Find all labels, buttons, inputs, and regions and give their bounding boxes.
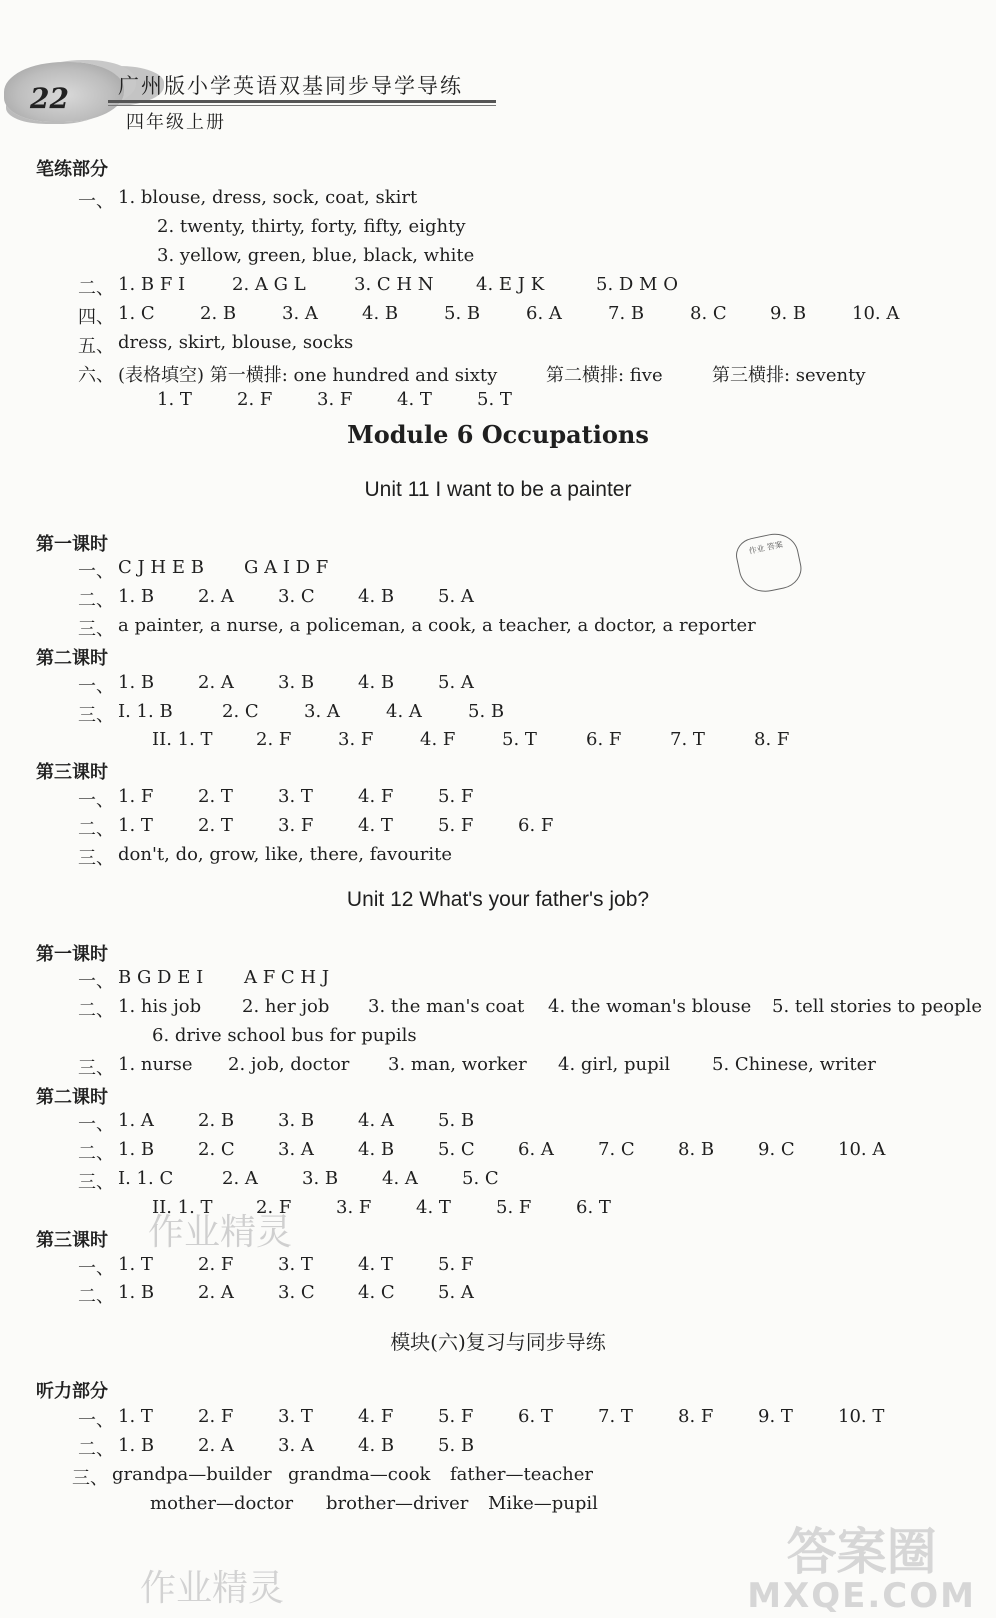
answer-item: 3. the man's coat (368, 996, 525, 1017)
answer-item: 10. A (838, 1139, 886, 1160)
answer-item: 1. B F I (118, 274, 186, 295)
section-label: 第一课时 (36, 534, 108, 555)
answer-item: 3. T (278, 786, 313, 807)
answer-line (117, 245, 990, 267)
answer-line (78, 844, 990, 870)
section-label: 笔练部分 (36, 159, 108, 180)
answer-item: 4. F (420, 729, 456, 750)
answer-item: 5. F (438, 786, 474, 807)
answer-item: 3. C H N (354, 274, 434, 295)
answer-item: 2. job, doctor (228, 1054, 350, 1075)
answer-item: 3. yellow, green, blue, black, white (157, 245, 475, 266)
stamp-icon: 作业 答案 (733, 529, 805, 597)
answer-item: 第三横排: seventy (712, 365, 866, 386)
answer-item: 1. nurse (118, 1054, 193, 1075)
answer-item: 5. B (444, 303, 481, 324)
answer-line (112, 1025, 990, 1047)
answer-line (110, 1493, 990, 1515)
answer-line (78, 274, 990, 300)
answer-item: B G D E I (118, 967, 204, 988)
section-label: 第三课时 (36, 762, 108, 783)
answer-item: A F C H J (244, 967, 330, 988)
grade-label: 四年级上册 (126, 112, 226, 133)
section-label: 第二课时 (36, 1087, 108, 1108)
answer-item: 4. B (358, 672, 395, 693)
answer-item: 2. T (198, 786, 233, 807)
answer-item: 3. B (278, 1110, 315, 1131)
answer-item: 8. F (678, 1406, 714, 1427)
answer-item: brother—driver (326, 1493, 469, 1514)
page-number: 22 (30, 82, 69, 115)
answer-item: 8. C (690, 303, 727, 324)
answer-item: 2. B (200, 303, 237, 324)
answer-line (78, 967, 990, 993)
answer-item: 6. T (518, 1406, 553, 1427)
answer-item: 4. B (362, 303, 399, 324)
question-number: 一、 (78, 561, 114, 582)
answer-item: 2. F (198, 1406, 234, 1427)
question-number: 一、 (78, 971, 114, 992)
answer-line (117, 216, 990, 238)
answer-item: a painter, a nurse, a policeman, a cook, a teacher, a doctor, a reporter (118, 615, 756, 636)
unit-12-heading: Unit 12 What's your father's job? (346, 888, 650, 911)
answer-item: 7. T (598, 1406, 633, 1427)
question-number: 一、 (78, 191, 114, 212)
answer-item: 3. T (278, 1254, 313, 1275)
answer-item: 3. F (338, 729, 374, 750)
answer-item: 3. A (278, 1435, 314, 1456)
answer-item: 6. F (586, 729, 622, 750)
answer-item: 4. B (358, 1139, 395, 1160)
answer-item: 2. A (198, 586, 234, 607)
answer-item: 2. C (222, 701, 259, 722)
answer-item: 5. B (468, 701, 505, 722)
answer-item: (表格填空) 第一横排: one hundred and sixty (118, 365, 498, 386)
answer-item: dress, skirt, blouse, socks (118, 332, 354, 353)
section-label: 听力部分 (36, 1381, 108, 1402)
answer-item: 3. A (278, 1139, 314, 1160)
answer-item: 3. C (278, 1282, 315, 1303)
question-number: 二、 (78, 1286, 114, 1307)
answer-line (78, 701, 990, 727)
answer-item: 1. T (118, 1406, 153, 1427)
answer-item: I. 1. C (118, 1168, 174, 1189)
section-label: 第二课时 (36, 648, 108, 669)
answer-item: 1. A (118, 1110, 154, 1131)
answer-line (78, 1406, 990, 1432)
module-heading: Module 6 Occupations (347, 420, 649, 449)
answer-item: 4. T (416, 1197, 451, 1218)
answer-item: 1. B (118, 586, 155, 607)
answer-item: 9. B (770, 303, 807, 324)
answer-item: 4. T (358, 1254, 393, 1275)
answer-item: 3. F (336, 1197, 372, 1218)
answer-item: 5. C (438, 1139, 475, 1160)
answer-item: 第二横排: five (546, 365, 663, 386)
faint-watermark-text-icon: 作业精灵 (148, 1212, 293, 1253)
question-number: 三、 (78, 848, 114, 869)
answer-item: 4. B (358, 1435, 395, 1456)
answer-item: 1. B (118, 1435, 155, 1456)
answer-item: 2. B (198, 1110, 235, 1131)
unit-11-heading: Unit 11 I want to be a painter (364, 478, 632, 501)
question-number: 一、 (78, 790, 114, 811)
answer-item: 4. girl, pupil (558, 1054, 671, 1075)
answer-item: 4. A (358, 1110, 394, 1131)
answer-line (78, 996, 990, 1022)
question-number: 一、 (78, 1258, 114, 1279)
question-number: 四、 (78, 307, 114, 328)
faint-watermark-text-icon: 作业精灵 (140, 1568, 285, 1609)
answer-item: 2. A (198, 1435, 234, 1456)
question-number: 三、 (78, 1172, 114, 1193)
answer-line (78, 1054, 990, 1080)
question-number: 三、 (78, 619, 114, 640)
answer-item: 5. F (438, 815, 474, 836)
answer-item: 9. C (758, 1139, 795, 1160)
answer-item: mother—doctor (150, 1493, 294, 1514)
answer-item: 7. T (670, 729, 705, 750)
answer-item: 5. D M O (596, 274, 678, 295)
answer-line (78, 361, 990, 387)
answer-item: 2. C (198, 1139, 235, 1160)
answer-item: 1. B (118, 1282, 155, 1303)
answer-item: 8. F (754, 729, 790, 750)
answer-item: 1. F (118, 786, 154, 807)
answer-item: 1. T (118, 815, 153, 836)
answer-item: 5. tell stories to people (772, 996, 983, 1017)
answer-item: 5. A (438, 586, 474, 607)
answer-item: grandpa—builder (112, 1464, 272, 1485)
answer-item: 5. F (438, 1406, 474, 1427)
answer-item: 2. T (198, 815, 233, 836)
section-label: 第三课时 (36, 1230, 108, 1251)
answer-item: 4. B (358, 586, 395, 607)
answer-item: 2. F (198, 1254, 234, 1275)
answer-item: Mike—pupil (488, 1493, 598, 1514)
question-number: 一、 (78, 676, 114, 697)
answer-item: 5. F (438, 1254, 474, 1275)
answer-line (72, 1464, 990, 1490)
answer-line (78, 1282, 990, 1308)
answer-item: father—teacher (450, 1464, 594, 1485)
answer-item: 6. drive school bus for pupils (152, 1025, 417, 1046)
question-number: 三、 (78, 705, 114, 726)
answer-line (78, 672, 990, 698)
answer-item: 4. E J K (476, 274, 545, 295)
answer-line (78, 187, 990, 213)
answer-line (78, 557, 990, 583)
header-rule-thin (108, 105, 496, 106)
question-number: 三、 (72, 1468, 108, 1489)
question-number: 二、 (78, 1439, 114, 1460)
answer-item: 5. C (462, 1168, 499, 1189)
answer-item: 5. Chinese, writer (712, 1054, 876, 1075)
answer-item: I. 1. B (118, 701, 173, 722)
answer-item: 10. A (852, 303, 900, 324)
answer-line (78, 1254, 990, 1280)
answer-item: 2. twenty, thirty, forty, fifty, eighty (157, 216, 466, 237)
answer-line (78, 303, 990, 329)
watermark-main: 答案圈 (786, 1523, 937, 1581)
question-number: 二、 (78, 819, 114, 840)
answer-line (78, 815, 990, 841)
answer-item: 1. C (118, 303, 155, 324)
answer-line (78, 615, 990, 641)
answer-item: 4. A (386, 701, 422, 722)
header-rule (108, 100, 496, 103)
question-number: 三、 (78, 1058, 114, 1079)
answer-item: II. 1. T (152, 729, 213, 750)
answer-line (78, 1435, 990, 1461)
answer-item: 2. A G L (232, 274, 306, 295)
answer-item: 4. T (358, 815, 393, 836)
answer-item: 8. B (678, 1139, 715, 1160)
answer-item: 5. B (438, 1435, 475, 1456)
answer-item: grandma—cook (288, 1464, 431, 1485)
question-number: 一、 (78, 1114, 114, 1135)
answer-item: 4. T (397, 389, 432, 410)
answer-item: 4. A (382, 1168, 418, 1189)
answer-item: 6. T (576, 1197, 611, 1218)
answer-item: 2. A (198, 1282, 234, 1303)
question-number: 二、 (78, 278, 114, 299)
answer-item: 1. blouse, dress, sock, coat, skirt (118, 187, 418, 208)
answer-item: 3. C (278, 586, 315, 607)
question-number: 二、 (78, 590, 114, 611)
answer-item: 1. T (157, 389, 192, 410)
answer-item: 5. A (438, 672, 474, 693)
answer-item: II. 1. T (152, 1197, 213, 1218)
answer-item: 2. F (237, 389, 273, 410)
answer-item: 2. her job (242, 996, 330, 1017)
answer-line (78, 586, 990, 612)
answer-item: 3. B (278, 672, 315, 693)
question-number: 五、 (78, 336, 114, 357)
answer-item: 6. A (526, 303, 562, 324)
answer-item: 2. A (222, 1168, 258, 1189)
answer-line (78, 1110, 990, 1136)
question-number: 二、 (78, 1000, 114, 1021)
answer-item: 3. B (302, 1168, 339, 1189)
answer-line (112, 729, 990, 751)
answer-item: 4. F (358, 786, 394, 807)
answer-item: don't, do, grow, like, there, favourite (118, 844, 452, 865)
answer-line (78, 1168, 990, 1194)
answer-item: 2. F (256, 729, 292, 750)
question-number: 六、 (78, 365, 114, 386)
answer-line (78, 786, 990, 812)
answer-item: 1. B (118, 672, 155, 693)
answer-line (117, 389, 990, 411)
answer-item: 5. A (438, 1282, 474, 1303)
review-heading: 模块(六)复习与同步导练 (390, 1330, 606, 1354)
answer-item: 4. C (358, 1282, 395, 1303)
answer-item: 9. T (758, 1406, 793, 1427)
answer-item: 2. A (198, 672, 234, 693)
question-number: 二、 (78, 1143, 114, 1164)
page-header (0, 52, 500, 142)
answer-item: 6. F (518, 815, 554, 836)
answer-item: 6. A (518, 1139, 554, 1160)
watermark-logo (747, 1523, 976, 1618)
answer-item: 3. A (304, 701, 340, 722)
watermark-site: MXQE.COM (747, 1576, 976, 1616)
answer-item: 3. F (317, 389, 353, 410)
question-number: 一、 (78, 1410, 114, 1431)
answer-item: 3. T (278, 1406, 313, 1427)
answer-line (78, 332, 990, 358)
answer-item: 3. A (282, 303, 318, 324)
answer-item: 3. F (278, 815, 314, 836)
answer-item: 5. F (496, 1197, 532, 1218)
answer-item: 4. F (358, 1406, 394, 1427)
answer-item: 7. B (608, 303, 645, 324)
answer-item: 1. his job (118, 996, 202, 1017)
answer-item: C J H E B (118, 557, 204, 578)
answer-item: 5. T (502, 729, 537, 750)
answer-item: 2. F (256, 1197, 292, 1218)
answer-item: G A I D F (244, 557, 329, 578)
answer-line (78, 1139, 990, 1165)
answer-item: 4. the woman's blouse (548, 996, 752, 1017)
answer-item: 7. C (598, 1139, 635, 1160)
answer-item: 5. B (438, 1110, 475, 1131)
answer-item: 1. T (118, 1254, 153, 1275)
answer-item: 10. T (838, 1406, 885, 1427)
answer-item: 1. B (118, 1139, 155, 1160)
answer-item: 5. T (477, 389, 512, 410)
answer-item: 3. man, worker (388, 1054, 527, 1075)
series-title: 广州版小学英语双基同步导学导练 (118, 74, 463, 98)
section-label: 第一课时 (36, 944, 108, 965)
